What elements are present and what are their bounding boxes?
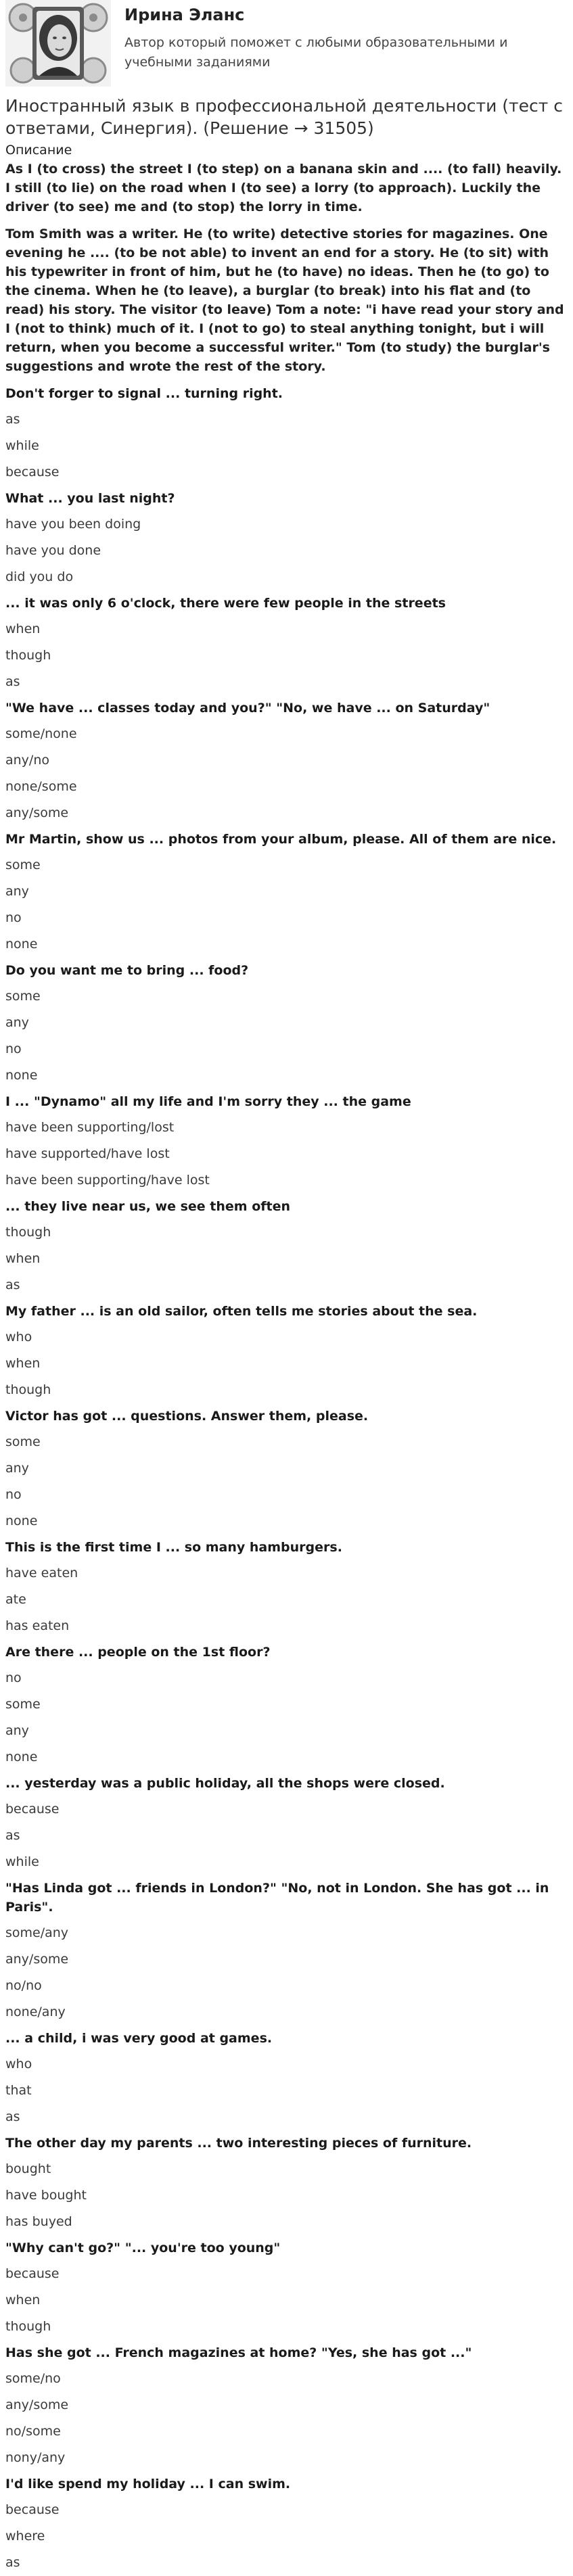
question-item <box>5 1538 568 1635</box>
answer-option: any/some <box>5 2397 69 2412</box>
answer-option: when <box>5 1251 41 1266</box>
answer-option: no <box>5 1670 22 1685</box>
answer-option: ate <box>5 1592 26 1607</box>
question-text: My father ... is an old sailor, often tells me stories about the sea. <box>5 1304 478 1319</box>
answer-option: while <box>5 438 39 453</box>
answer-option: any/some <box>5 805 69 820</box>
answer-option: none/some <box>5 779 77 794</box>
answer-option: any <box>5 1015 29 1030</box>
answer-option: some <box>5 858 41 872</box>
avatar-image <box>5 0 111 87</box>
question-item <box>5 1879 568 2021</box>
answer-option: no <box>5 1041 22 1056</box>
answer-option: though <box>5 1382 51 1397</box>
question-text: The other day my parents ... two interesting pieces of furniture. <box>5 2136 472 2151</box>
question-text: Mr Martin, show us ... photos from your album, please. All of them are nice. <box>5 832 557 847</box>
question-item <box>5 2343 568 2467</box>
answer-option: bought <box>5 2161 51 2176</box>
answer-option: some <box>5 1434 41 1449</box>
answer-option: though <box>5 648 51 663</box>
question-item <box>5 1092 568 1190</box>
author-name[interactable]: Ирина Эланс <box>124 5 245 24</box>
answer-option: when <box>5 622 41 636</box>
answer-option: have you been doing <box>5 517 141 532</box>
author-avatar[interactable] <box>5 0 111 87</box>
answer-option: has buyed <box>5 2214 72 2229</box>
answer-option: none <box>5 1750 38 1764</box>
answer-option: though <box>5 2319 51 2334</box>
question-item <box>5 384 568 482</box>
answer-option: any <box>5 884 29 899</box>
question-text: Are there ... people on the 1st floor? <box>5 1645 271 1660</box>
page-title: Иностранный язык в профессиональной деятельности (тест с ответами, Синергия). (Решение → 31505) <box>5 96 563 138</box>
question-text: Victor has got ... questions. Answer them, please. <box>5 1409 369 1424</box>
question-item <box>5 1197 568 1294</box>
question-text: Has she got ... French magazines at home? "Yes, she has got ..." <box>5 2345 472 2360</box>
answer-option: though <box>5 1225 51 1240</box>
question-item <box>5 1302 568 1399</box>
answer-option: no/no <box>5 1978 42 1993</box>
answer-option: as <box>5 2555 20 2570</box>
answer-option: some/no <box>5 2371 61 2386</box>
answer-option: has eaten <box>5 1618 70 1633</box>
answer-option: because <box>5 2502 60 2517</box>
task-list <box>5 160 568 376</box>
answer-option: when <box>5 1356 41 1371</box>
answer-option: none/any <box>5 2005 66 2019</box>
answer-option: as <box>5 412 20 427</box>
question-item <box>5 489 568 586</box>
answer-option: nony/any <box>5 2450 66 2465</box>
question-text: "Why can't go?" "... you're too young" <box>5 2241 281 2255</box>
question-item <box>5 1643 568 1766</box>
answer-option: because <box>5 465 60 479</box>
task-text: As I (to cross) the street I (to step) on a banana skin and .... (to fall) heavily. I still (to lie) on the road when I (to see) a lorry (to approach). Luckily the driver (to see) me and (to stop) the lorry in time. <box>5 162 562 214</box>
question-item <box>5 1407 568 1530</box>
answer-option: because <box>5 2266 60 2281</box>
answer-option: who <box>5 1330 32 1344</box>
answer-option: none <box>5 1514 38 1528</box>
answer-option: as <box>5 2109 20 2124</box>
author-header <box>0 0 573 95</box>
question-text: ... it was only 6 o'clock, there were few people in the streets <box>5 596 446 611</box>
question-text: "Has Linda got ... friends in London?" "No, not in London. She has got ... in Paris". <box>5 1881 549 1915</box>
answer-option: where <box>5 2529 45 2544</box>
answer-option: as <box>5 674 20 689</box>
question-item <box>5 2475 568 2572</box>
answer-option: as <box>5 1278 20 1292</box>
question-item <box>5 2134 568 2231</box>
answer-option: did you do <box>5 569 74 584</box>
question-item <box>5 2239 568 2336</box>
answer-option: any/some <box>5 1952 69 1967</box>
question-text: Don't forger to signal ... turning right. <box>5 386 283 401</box>
answer-option: some <box>5 989 41 1004</box>
answer-option: because <box>5 1802 60 1817</box>
answer-option: when <box>5 2293 41 2308</box>
answer-option: some/none <box>5 726 77 741</box>
question-item <box>5 830 568 954</box>
question-text: ... yesterday was a public holiday, all the shops were closed. <box>5 1776 445 1791</box>
answer-option: no <box>5 910 22 925</box>
question-item <box>5 1774 568 1871</box>
question-text: ... they live near us, we see them often <box>5 1199 291 1214</box>
answer-option: some <box>5 1697 41 1712</box>
answer-option: have supported/have lost <box>5 1146 170 1161</box>
main-content <box>0 95 573 2572</box>
question-text: "We have ... classes today and you?" "No, we have ... on Saturday" <box>5 701 490 716</box>
answer-option: some/any <box>5 1925 69 1940</box>
answer-option: that <box>5 2083 32 2098</box>
description-label: Описание <box>5 143 72 158</box>
answer-option: have you done <box>5 543 101 558</box>
question-text: This is the first time I ... so many hamburgers. <box>5 1540 342 1555</box>
answer-option: while <box>5 1854 39 1869</box>
answer-option: none <box>5 1068 38 1083</box>
answer-option: have bought <box>5 2188 87 2203</box>
question-text: What ... you last night? <box>5 491 175 506</box>
question-item <box>5 594 568 691</box>
answer-option: have eaten <box>5 1566 78 1580</box>
answer-option: any/no <box>5 753 49 768</box>
question-text: I'd like spend my holiday ... I can swim. <box>5 2477 291 2491</box>
question-item <box>5 699 568 822</box>
question-list <box>5 384 568 2572</box>
answer-option: who <box>5 2057 32 2071</box>
question-item <box>5 961 568 1085</box>
answer-option: have been supporting/lost <box>5 1120 175 1135</box>
answer-option: no <box>5 1487 22 1502</box>
answer-option: any <box>5 1723 29 1738</box>
question-text: Do you want me to bring ... food? <box>5 963 249 978</box>
task-text: Tom Smith was a writer. He (to write) detective stories for magazines. One evening he .... (to be not able) to invent an end for a story. He (to sit) with his typewriter in front of him, but he (to have) no ideas. Then he (to go) to the cinema. When he (to leave), a burglar (to break) into his flat and (to read) his story. The visitor (to leave) Tom a note: "i have read your story and I (not to think) much of it. I (not to go) to steal anything tonight, but i will return, when you become a successful writer." Tom (to study) the burglar's suggestions and wrote the rest of the story. <box>5 227 564 374</box>
answer-option: none <box>5 937 38 952</box>
answer-option: have been supporting/have lost <box>5 1173 210 1188</box>
question-item <box>5 2029 568 2126</box>
author-description: Автор который поможет с любыми образовательными и учебными заданиями <box>124 35 508 70</box>
answer-option: as <box>5 1828 20 1843</box>
question-text: ... a child, i was very good at games. <box>5 2031 273 2046</box>
answer-option: no/some <box>5 2424 61 2439</box>
answer-option: any <box>5 1461 29 1476</box>
question-text: I ... "Dynamo" all my life and I'm sorry they ... the game <box>5 1094 411 1109</box>
